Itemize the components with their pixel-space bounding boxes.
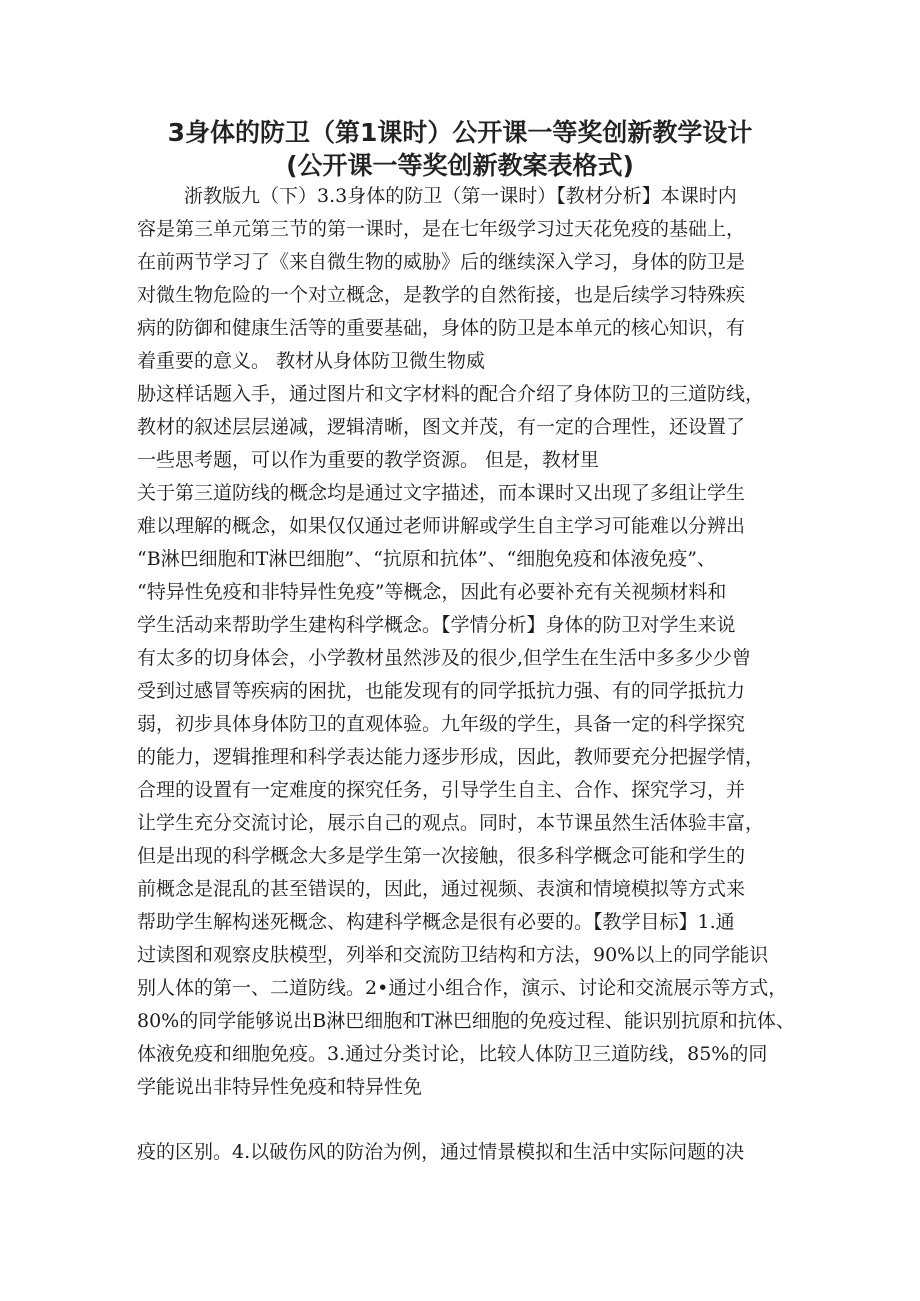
body-line: 在前两节学习了《来自微生物的威胁》后的继续深入学习，身体的防卫是: [137, 251, 746, 273]
body-line: 浙教版九（下）3.3身体的防卫（第一课时）【教材分析】本课时内: [184, 185, 737, 207]
body-line: 但是出现的科学概念大多是学生第一次接触，很多科学概念可能和学生的: [137, 845, 746, 867]
body-line: 关于第三道防线的概念均是通过文字描述，而本课时又出现了多组让学生: [137, 482, 746, 504]
document-title: 3身体的防卫（第1课时）公开课一等奖创新教学设计: [167, 118, 753, 147]
body-line: 难以理解的概念，如果仅仅通过老师讲解或学生自主学习可能难以分辨出: [137, 515, 746, 537]
body-line: 别人体的第一、二道防线。2•通过小组合作，演示、讨论和交流展示等方式，: [137, 977, 788, 999]
body-line: 病的防御和健康生活等的重要基础，身体的防卫是本单元的核心知识，有: [137, 317, 746, 339]
body-line: 前概念是混乱的甚至错误的，因此，通过视频、表演和情境模拟等方式来: [137, 878, 746, 900]
document-subtitle: (公开课一等奖创新教案表格式): [286, 151, 634, 180]
body-line: 容是第三单元第三节的第一课时，是在七年级学习过天花免疫的基础上，: [137, 218, 746, 240]
body-line: 胁这样话题入手，通过图片和文字材料的配合介绍了身体防卫的三道防线，: [137, 383, 765, 405]
body-line: 一些思考题，可以作为重要的教学资源。 但是，教材里: [137, 449, 600, 471]
body-line: 疫的区别。4.以破伤风的防治为例，通过情景模拟和生活中实际问题的决: [137, 1141, 745, 1163]
body-line: 学能说出非特异性免疫和特异性免: [137, 1076, 423, 1098]
body-line: 让学生充分交流讨论，展示自己的观点。同时，本节课虽然生活体验丰富，: [137, 812, 765, 834]
body-line: “B淋巴细胞和T淋巴细胞”、“抗原和抗体”、“细胞免疫和体液免疫”、: [137, 548, 716, 570]
body-line: 学生活动来帮助学生建构科学概念。【学情分析】身体的防卫对学生来说: [137, 614, 736, 636]
body-line: 着重要的意义。 教材从身体防卫微生物威: [137, 350, 486, 372]
body-line: 合理的设置有一定难度的探究任务，引导学生自主、合作、探究学习，并: [137, 779, 746, 801]
body-line: “特异性免疫和非特异性免疫”等概念，因此有必要补充有关视频材料和: [137, 581, 727, 603]
body-line: 受到过感冒等疾病的困扰，也能发现有的同学抵抗力强、有的同学抵抗力: [137, 680, 746, 702]
body-line: 帮助学生解构迷死概念、构建科学概念是很有必要的。【教学目标】1.通: [137, 911, 735, 933]
body-line: 过读图和观察皮肤模型，列举和交流防卫结构和方法，90%以上的同学能识: [137, 944, 769, 966]
body-line: 有太多的切身体会，小学教材虽然涉及的很少,但学生在生活中多多少少曾: [137, 647, 752, 669]
body-line: 80%的同学能够说出B淋巴细胞和T淋巴细胞的免疫过程、能识别抗原和抗体、: [137, 1010, 795, 1032]
body-line: 体液免疫和细胞免疫。3.通过分类讨论，比较人体防卫三道防线，85%的同: [137, 1043, 768, 1065]
body-line: 教材的叙述层层递减，逻辑清晰，图文并茂，有一定的合理性，还设置了: [137, 416, 746, 438]
body-line: 的能力，逻辑推理和科学表达能力逐步形成，因此，教师要充分把握学情，: [137, 746, 765, 768]
body-line: 弱，初步具体身体防卫的直观体验。九年级的学生，具备一定的科学探究: [137, 713, 746, 735]
body-line: 对微生物危险的一个对立概念，是教学的自然衔接，也是后续学习特殊疾: [137, 284, 746, 306]
